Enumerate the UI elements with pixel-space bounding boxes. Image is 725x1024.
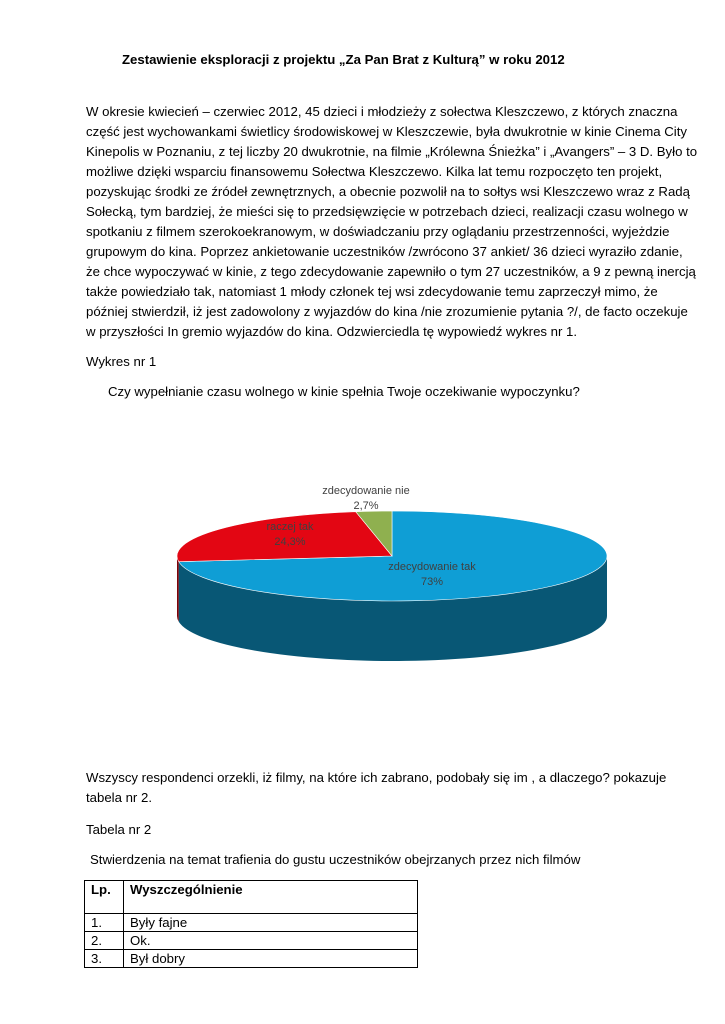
slice-value-label: 2,7% [353, 500, 379, 512]
pie-side-raczej-tak [177, 556, 179, 622]
slice-value-label: 24,3% [274, 536, 306, 548]
document-title: Zestawienie eksploracji z projektu „Za Pan Brat z Kulturą” w roku 2012 [122, 52, 565, 67]
row-text: Był dobry [124, 950, 418, 968]
row-text: Ok. [124, 932, 418, 950]
after-chart-line-1: Wszyscy respondenci orzekli, iż filmy, na które ich zabrano, podobały się im , a dlaczego? pokazuje [86, 770, 667, 785]
row-number: 2. [85, 932, 124, 950]
chart-question: Czy wypełnianie czasu wolnego w kinie spełnia Twoje oczekiwanie wypoczynku? [108, 384, 580, 399]
paragraph-line: że chce wypoczywać w kinie, z tego zdecydowanie zapewniło o tym 27 uczestników, a 9 z pewną inercją [86, 264, 696, 279]
paragraph-line: Sołecką, tym bardziej, że mieści się to przedsięwzięcie w potrzebach dzieci, realizacji czasu wolnego w [86, 204, 688, 219]
statements-table [84, 880, 418, 968]
pie-chart [160, 460, 620, 680]
paragraph-line: spotkaniu z filmem szerokoekranowym, w doświadczaniu przy oglądaniu przestrzenności, wyjeżdzie [86, 224, 670, 239]
table-header-row [85, 881, 418, 914]
paragraph-line: część jest wychowankami świetlicy środowiskowej w Kleszczewie, była dwukrotnie w kinie Cinema City [86, 124, 687, 139]
paragraph-line: Kinepolis w Poznaniu, z tej liczby 20 dwukrotnie, na filmie „Królewna Śnieżka” i „Avangers” – 3 D. Było to [86, 144, 698, 159]
paragraph-line: pozyskując środki ze źródeł zewnętrznych, a obecnie pozwolił na to sołtys wsi Kleszczewo wraz z Radą [86, 184, 690, 199]
paragraph-line: także powiedziało tak, natomiast 1 młody członek tej wsi zdecydowanie temu zaprzeczył mimo, że [86, 284, 658, 299]
slice-name-label: zdecydowanie tak [388, 561, 476, 573]
slice-value-label: 73% [420, 576, 444, 588]
table-row [85, 950, 418, 968]
intro-paragraph [86, 102, 698, 342]
table-label: Tabela nr 2 [86, 822, 152, 837]
row-number: 3. [85, 950, 124, 968]
chart-label: Wykres nr 1 [86, 354, 157, 369]
table-caption: Stwierdzenia na temat trafienia do gustu uczestników obejrzanych przez nich filmów [90, 852, 581, 867]
table-row [85, 932, 418, 950]
paragraph-line: grupowym do kina. Poprzez ankietowanie uczestników /zwrócono 37 ankiet/ 36 dzieci wyraziło zdanie, [86, 244, 683, 259]
paragraph-line: możliwe dzięki wsparciu finansowemu Sołectwa Kleszczewo. Kilka lat temu rozpoczęto ten projekt, [86, 164, 663, 179]
after-chart-line-2: tabela nr 2. [86, 790, 152, 805]
row-number: 1. [85, 914, 124, 932]
paragraph-line: W okresie kwiecień – czerwiec 2012, 45 dzieci i młodzieży z sołectwa Kleszczewo, z których znaczna [86, 104, 678, 119]
slice-name-label: raczej tak [266, 521, 314, 533]
header-description: Wyszczególnienie [124, 881, 418, 914]
paragraph-line: w przyszłości In gremio wyjazdów do kina. Odzwierciedla tę wypowiedź wykres nr 1. [86, 324, 578, 339]
paragraph-line: później stwierdził, iż jest zadowolony z wyjazdów do kina /nie zrozumienie pytania ?/, de facto oczekuje [86, 304, 688, 319]
table-row [85, 914, 418, 932]
slice-name-label: zdecydowanie nie [322, 485, 410, 497]
header-lp: Lp. [85, 881, 124, 914]
row-text: Były fajne [124, 914, 418, 932]
